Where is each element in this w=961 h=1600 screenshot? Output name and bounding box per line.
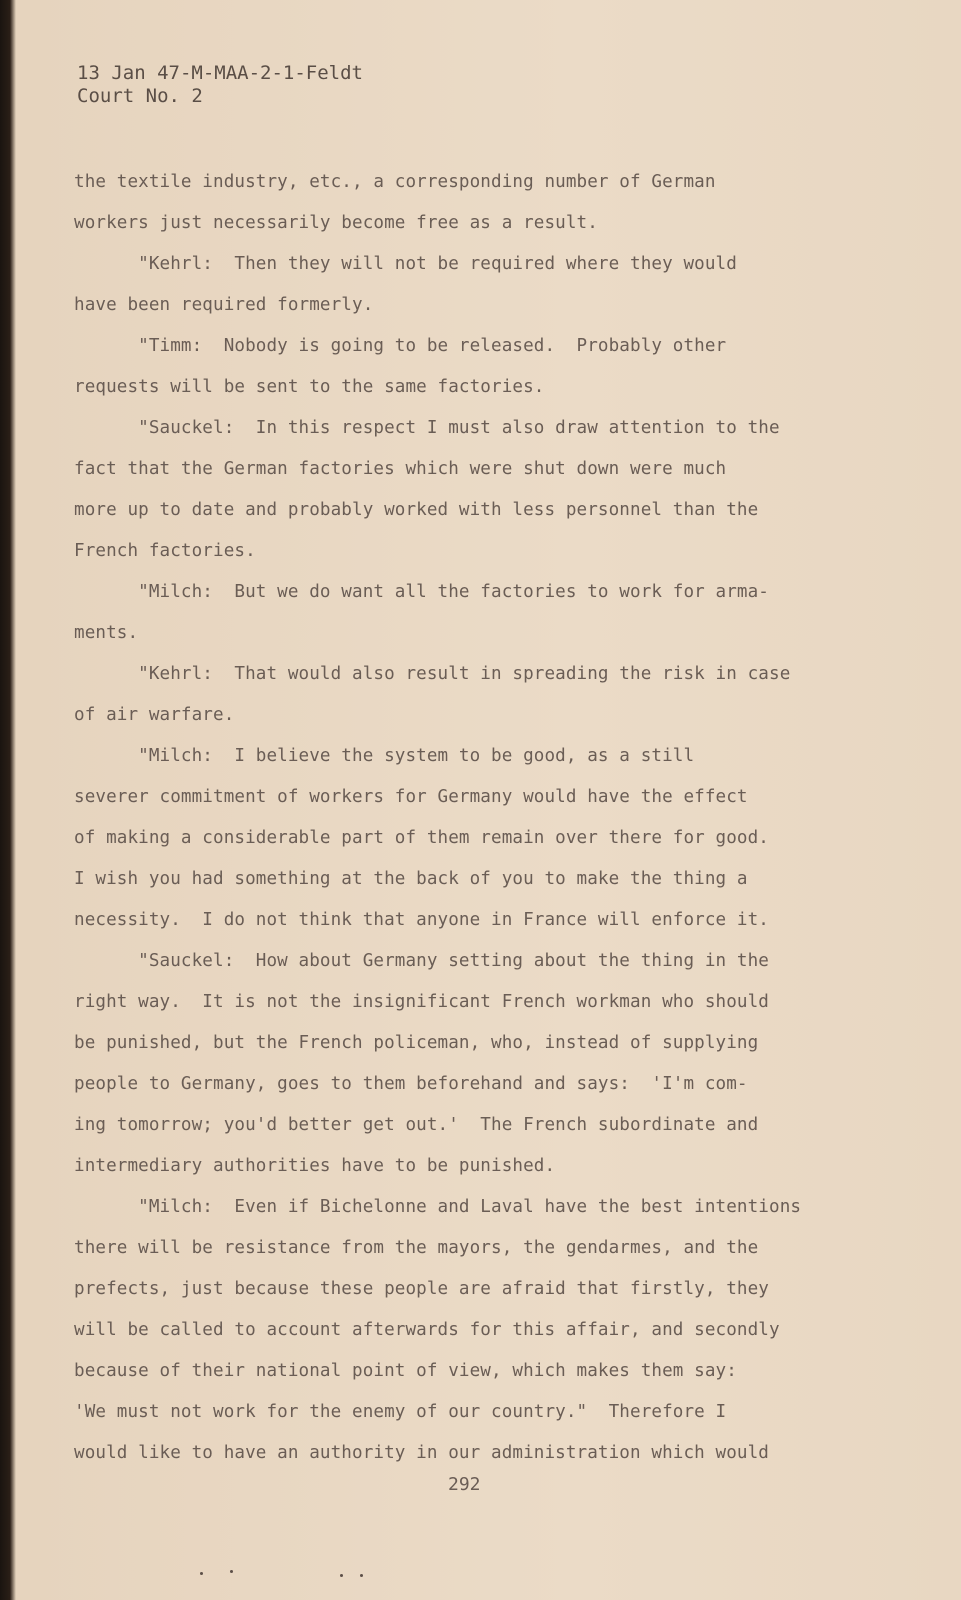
- speck: [360, 1574, 363, 1577]
- document-header: [77, 62, 363, 108]
- text-line: of air warfare.: [74, 705, 235, 725]
- text-line: French factories.: [74, 541, 256, 561]
- text-line: severer commitment of workers for Germany would have the effect: [74, 787, 748, 807]
- text-line: because of their national point of view, which makes them say:: [74, 1361, 737, 1381]
- transcript-body: [74, 162, 889, 1474]
- text-line: will be called to account afterwards for this affair, and secondly: [74, 1320, 780, 1340]
- text-line: "Milch: Even if Bichelonne and Laval have the best intentions: [74, 1197, 802, 1217]
- text-line: workers just necessarily become free as a result.: [74, 213, 598, 233]
- text-line: intermediary authorities have to be punished.: [74, 1156, 556, 1176]
- text-line: be punished, but the French policeman, who, instead of supplying: [74, 1033, 759, 1053]
- header-court: Court No. 2: [77, 85, 203, 107]
- text-line: "Kehrl: That would also result in spreading the risk in case: [74, 664, 791, 684]
- text-line: "Sauckel: In this respect I must also draw attention to the: [74, 418, 780, 438]
- text-line: more up to date and probably worked with less personnel than the: [74, 500, 759, 520]
- text-line: "Sauckel: How about Germany setting about the thing in the: [74, 951, 770, 971]
- header-reference: 13 Jan 47-M-MAA-2-1-Feldt: [77, 62, 363, 84]
- text-line: 'We must not work for the enemy of our country." Therefore I: [74, 1402, 727, 1422]
- text-line: necessity. I do not think that anyone in France will enforce it.: [74, 910, 770, 930]
- text-line: "Milch: But we do want all the factories to work for arma-: [74, 582, 770, 602]
- text-line: have been required formerly.: [74, 295, 374, 315]
- text-line: people to Germany, goes to them beforehand and says: 'I'm com-: [74, 1074, 748, 1094]
- text-line: requests will be sent to the same factories.: [74, 377, 545, 397]
- text-line: I wish you had something at the back of you to make the thing a: [74, 869, 748, 889]
- text-line: there will be resistance from the mayors, the gendarmes, and the: [74, 1238, 759, 1258]
- text-line: right way. It is not the insignificant French workman who should: [74, 992, 770, 1012]
- text-line: would like to have an authority in our administration which would: [74, 1443, 770, 1463]
- paper-specks: [200, 1570, 400, 1580]
- text-line: prefects, just because these people are afraid that firstly, they: [74, 1279, 770, 1299]
- text-line: ing tomorrow; you'd better get out.' The French subordinate and: [74, 1115, 759, 1135]
- speck: [340, 1574, 343, 1577]
- text-line: fact that the German factories which were shut down were much: [74, 459, 727, 479]
- text-line: ments.: [74, 623, 139, 643]
- text-line: "Milch: I believe the system to be good, as a still: [74, 746, 695, 766]
- text-line: "Timm: Nobody is going to be released. Probably other: [74, 336, 727, 356]
- speck: [200, 1572, 203, 1575]
- text-line: the textile industry, etc., a corresponding number of German: [74, 172, 716, 192]
- text-line: "Kehrl: Then they will not be required where they would: [74, 254, 737, 274]
- text-line: of making a considerable part of them remain over there for good.: [74, 828, 770, 848]
- page-number: 292: [448, 1474, 481, 1495]
- speck: [230, 1570, 233, 1573]
